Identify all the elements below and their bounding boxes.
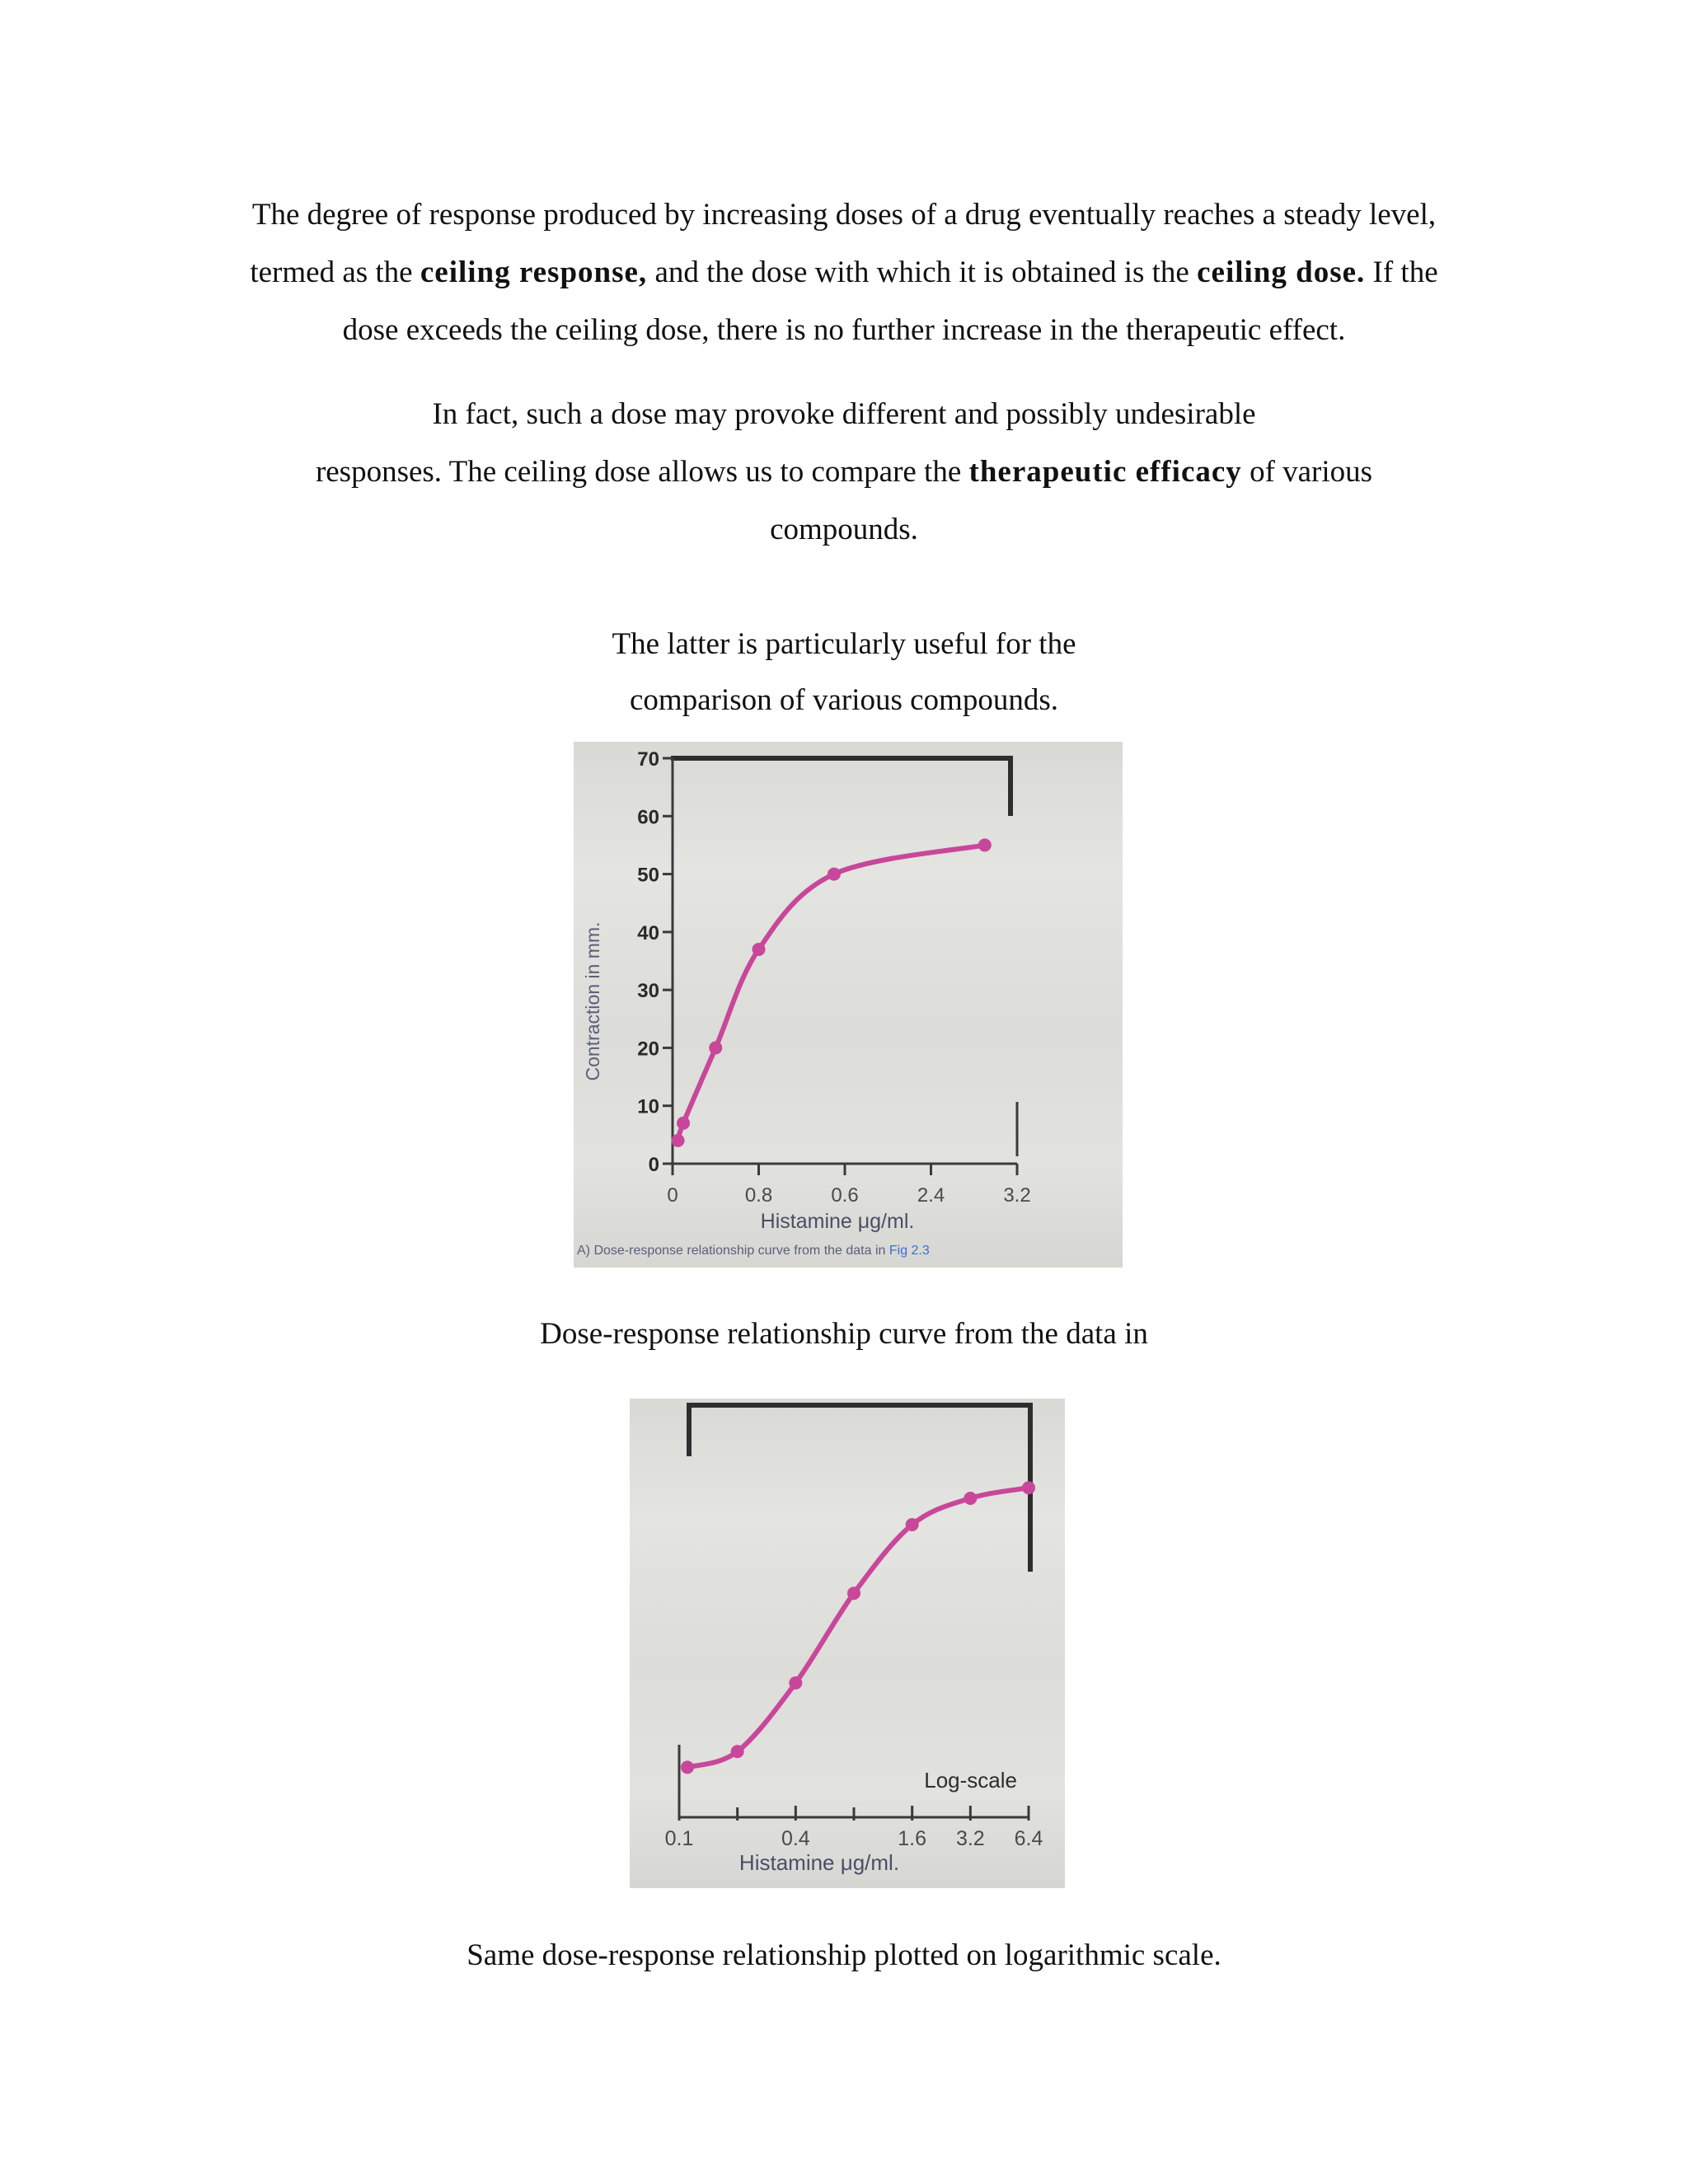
axes (673, 758, 1017, 1164)
ticks (665, 1806, 1043, 1850)
text-run: of various (1241, 455, 1373, 489)
figure-dose-response-log (630, 1399, 1065, 1888)
data-point (906, 1518, 919, 1531)
x-tick-label: 1.6 (898, 1827, 927, 1850)
data-point (677, 1117, 690, 1130)
figure-caption-inline (577, 1244, 930, 1258)
caption-prefix: A) (577, 1244, 594, 1258)
caption-main: Dose-response relationship curve from the data in (593, 1244, 889, 1258)
paragraph-1-line-3: dose exceeds the ceiling dose, there is no further increase in the therapeutic effect. (342, 313, 1346, 347)
curve (678, 845, 985, 1140)
data-point (847, 1586, 860, 1600)
paragraph-2-line-1: In fact, such a dose may provoke different and possibly undesirable (432, 397, 1256, 431)
data-point (978, 838, 992, 851)
paragraph-1-line-1: The degree of response produced by increasing doses of a drug eventually reaches a steady level, (251, 198, 1437, 232)
paragraph-3-line-2: comparison of various compounds. (630, 683, 1058, 717)
x-tick-label: 0.8 (744, 1184, 773, 1207)
x-axis-label: Histamine μg/ml. (738, 1850, 900, 1875)
data-point (672, 1134, 685, 1147)
x-tick-label: 0.6 (831, 1184, 859, 1207)
log-scale-annotation: Log-scale (924, 1768, 1017, 1793)
points (672, 838, 992, 1146)
y-axis-label: Contraction in mm. (581, 921, 603, 1081)
y-tick-label: 30 (637, 980, 659, 1003)
y-tick-label: 50 (637, 864, 659, 887)
text-run: If the (1365, 255, 1438, 289)
figure-1-caption: Dose-response relationship curve from the data in (540, 1317, 1148, 1351)
x-tick-label: 0.1 (664, 1827, 694, 1850)
term-ceiling-dose: ceiling dose. (1197, 255, 1366, 289)
x-tick-label: 0.4 (781, 1827, 810, 1850)
caption-link[interactable]: Fig 2.3 (889, 1244, 930, 1258)
data-point (789, 1676, 802, 1690)
points (681, 1481, 1035, 1774)
chart-log (630, 1399, 1065, 1888)
series-line (687, 1488, 1029, 1767)
y-tick-label: 60 (637, 806, 659, 829)
text-run: and the dose with which it is obtained is the (647, 255, 1198, 289)
data-point (753, 943, 766, 956)
x-tick-label: 3.2 (955, 1827, 985, 1850)
paragraph-3-line-1: The latter is particularly useful for the (612, 627, 1076, 661)
paragraph-2-line-2 (0, 443, 1688, 501)
y-tick-label: 70 (637, 748, 659, 771)
y-tick-label: 40 (637, 921, 659, 944)
text-run: termed as the (250, 255, 420, 289)
term-ceiling-response: ceiling response, (420, 255, 648, 289)
paragraph-1-line-2 (0, 244, 1688, 302)
figure-dose-response-linear (574, 742, 1123, 1268)
data-point (828, 868, 841, 881)
data-point (709, 1041, 722, 1054)
y-tick-label: 10 (637, 1095, 659, 1118)
x-tick-label: 0 (667, 1184, 678, 1207)
x-tick-label: 6.4 (1014, 1827, 1043, 1850)
ticks (637, 748, 1030, 1207)
series-line (678, 845, 985, 1140)
curve (687, 1488, 1029, 1767)
ceiling-bracket (671, 758, 1010, 816)
text-run: responses. The ceiling dose allows us to compare the (315, 455, 969, 489)
y-tick-label: 0 (648, 1154, 659, 1176)
chart-linear (574, 742, 1123, 1268)
x-axis-label: Histamine μg/ml. (760, 1210, 915, 1233)
x-tick-label: 3.2 (1003, 1184, 1031, 1207)
x-tick-label: 2.4 (917, 1184, 945, 1207)
data-point (681, 1760, 694, 1774)
term-therapeutic-efficacy: therapeutic efficacy (968, 455, 1242, 489)
y-tick-label: 20 (637, 1038, 659, 1061)
data-point (964, 1492, 977, 1505)
data-point (731, 1745, 744, 1758)
paragraph-2-line-3: compounds. (770, 513, 918, 546)
ceiling-bracket (689, 1405, 1030, 1572)
data-point (1022, 1481, 1035, 1494)
figure-2-caption: Same dose-response relationship plotted on logarithmic scale. (467, 1938, 1221, 1972)
